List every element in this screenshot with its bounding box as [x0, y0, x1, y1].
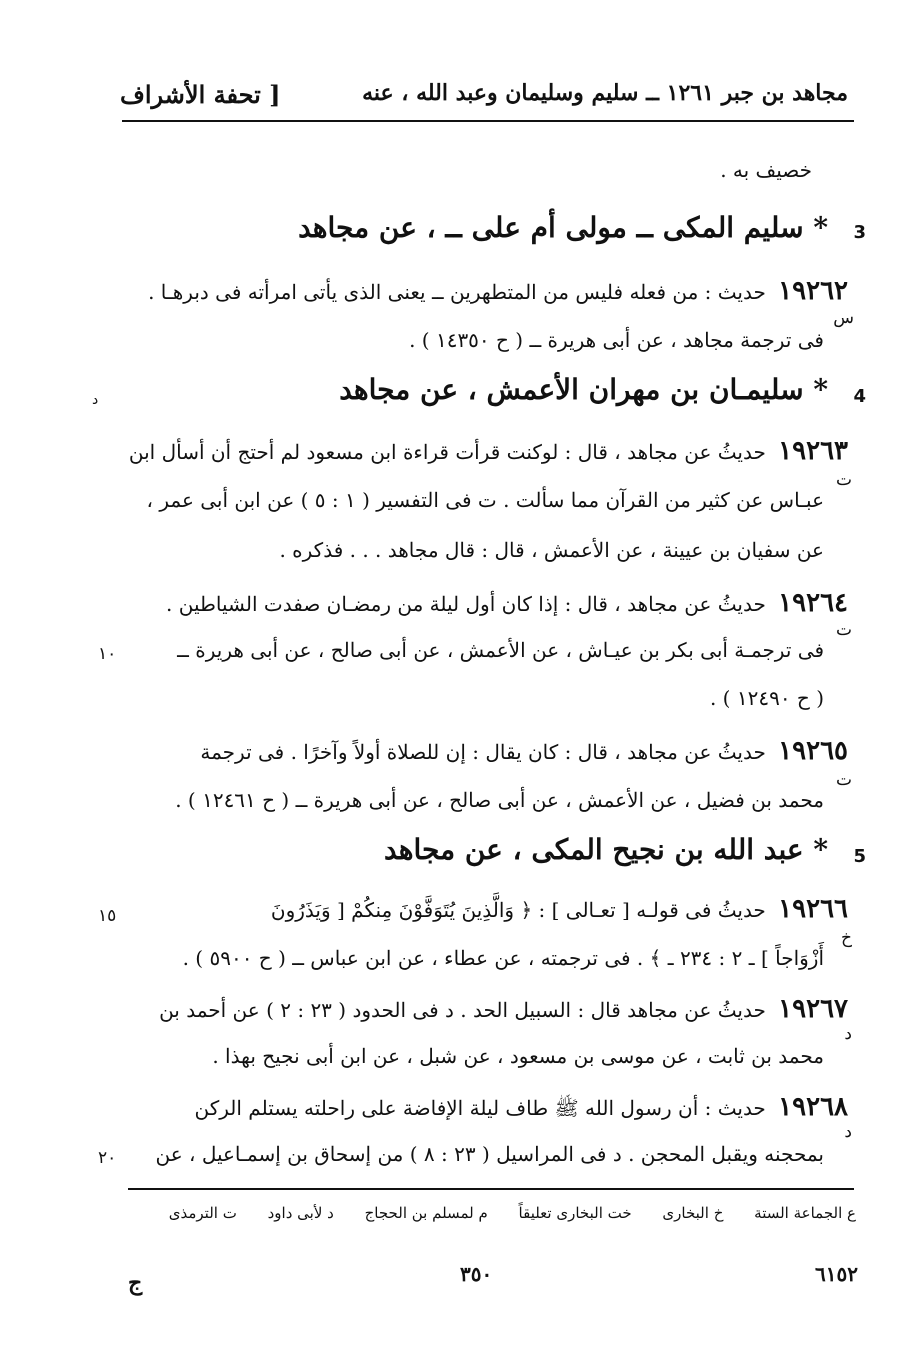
hadith-number: ١٩٢٦٨ [778, 1092, 848, 1122]
section-number: 3 [853, 222, 866, 243]
section-heading: * عبد الله بن نجيح المكى ، عن مجاهد [384, 833, 828, 866]
hadith-text: حديث : أن رسول الله ﷺ طاف ليلة الإفاضة على راحلته يستلم الركن [194, 1096, 766, 1120]
legend-item: خ البخارى [662, 1204, 724, 1222]
source-sigla: د [844, 1024, 852, 1044]
source-sigla: ت [835, 470, 852, 490]
text-line: عن سفيان بن عيينة ، عن الأعمش ، قال : قال مجاهد . . . فذكره . [279, 538, 824, 562]
legend-item: د لأبى داود [267, 1204, 334, 1222]
edition-number: ٦١٥٢ [815, 1262, 858, 1286]
signature-mark: ج [128, 1270, 143, 1296]
source-sigla: ت [835, 620, 852, 640]
text-line: عبـاس عن كثير من القرآن مما سألت . ت فى التفسير ( ١ : ٥ ) عن ابن أبى عمر ، [146, 488, 824, 512]
text-line: ( ح ١٢٤٩٠ ) . [709, 686, 824, 710]
text-line: محمد بن فضيل ، عن الأعمش ، عن أبى صالح ، عن أبى هريرة ــ ( ح ١٢٤٦١ ) . [175, 788, 824, 812]
text-line: فى ترجمـة أبى بكر بن عيـاش ، عن الأعمش ، عن أبى صالح ، عن أبى هريرة ــ [177, 638, 824, 662]
margin-mark: د [92, 392, 99, 408]
book-title: [ تحفة الأشراف [120, 80, 281, 109]
text-line: فى ترجمة مجاهد ، عن أبى هريرة ــ ( ح ١٤٣٥٠ ) . [409, 328, 824, 352]
header-rule [122, 120, 854, 122]
sigla-legend [143, 1204, 856, 1222]
hadith-number: ١٩٢٦٥ [778, 736, 848, 766]
hadith-line [159, 996, 848, 1022]
page-number: ٣٥٠ [460, 1262, 493, 1286]
hadith-text: حديثُ عن مجاهد ، قال : لوكنت قرأت قراءة ابن مسعود لم أحتج أن أسأل ابن [128, 440, 766, 464]
section-heading: * سليمـان بن مهران الأعمش ، عن مجاهد [339, 373, 828, 406]
source-sigla: ت [835, 770, 852, 790]
text-line: بمحجنه ويقبل المحجن . د فى المراسيل ( ٢٣ : ٨ ) من إسحاق بن إسمـاعيل ، عن [155, 1142, 824, 1166]
text-line: أَزْوَاجاً ] ـ ٢ : ٢٣٤ ـ ﴾ . فى ترجمته ، عن عطاء ، عن ابن عباس ــ ( ح ٥٩٠٠ ) . [182, 946, 824, 970]
hadith-text: حديثُ عن مجاهد قال : السبيل الحد . د فى الحدود ( ٢٣ : ٢ ) عن أحمد بن [159, 998, 766, 1022]
section-number: 4 [853, 386, 866, 407]
hadith-text: حديثُ عن مجاهد ، قال : كان يقال : إن للصلاة أولاً وآخرًا . فى ترجمة [200, 740, 766, 764]
legend-item: ت الترمذى [168, 1204, 237, 1222]
hadith-number: ١٩٢٦٤ [778, 588, 848, 618]
section-number: 5 [853, 846, 866, 867]
legend-item: ع الجماعة الستة [754, 1204, 856, 1222]
line-number: ١٠ [98, 644, 117, 664]
legend-item: خت البخارى تعليقاً [518, 1204, 632, 1222]
line-number: ٢٠ [98, 1148, 117, 1168]
section-heading: * سليم المكى ــ مولى أم على ــ ، عن مجاهد [298, 211, 828, 244]
hadith-text: حديث : من فعله فليس من المتطهرين ــ يعنى الذى يأتى امرأته فى دبرهـا . [148, 280, 766, 304]
hadith-number: ١٩٢٦٣ [778, 436, 848, 466]
hadith-line [200, 738, 848, 764]
running-title: مجاهد بن جبر ۱۲٦۱ ــ سليم وسليمان وعبد الله ، عنه [362, 80, 848, 106]
footer-rule [128, 1188, 854, 1190]
legend-item: م لمسلم بن الحجاج [364, 1204, 488, 1222]
hadith-number: ١٩٢٦٢ [778, 276, 848, 306]
source-sigla: خ [841, 928, 852, 948]
hadith-line [195, 1094, 849, 1120]
hadith-line [271, 896, 848, 922]
source-sigla: س [833, 308, 854, 328]
text-line: خصيف به . [720, 158, 812, 182]
text-line: محمد بن ثابت ، عن موسى بن مسعود ، عن شبل ، عن ابن أبى نجيح بهذا . [212, 1044, 824, 1068]
hadith-line [129, 438, 848, 464]
hadith-text: حديثُ فى قولـه [ تعـالى ] : ﴿ وَالَّذِينَ يُتَوَفَّوْنَ مِنكُمْ [ وَيَذَرُونَ [270, 898, 766, 922]
hadith-line [148, 278, 848, 304]
hadith-line [166, 590, 848, 616]
source-sigla: د [844, 1122, 852, 1142]
hadith-text: حديثُ عن مجاهد ، قال : إذا كان أول ليلة من رمضـان صفدت الشياطين . [166, 592, 766, 616]
hadith-number: ١٩٢٦٧ [778, 994, 848, 1024]
hadith-number: ١٩٢٦٦ [778, 894, 848, 924]
line-number: ١٥ [98, 906, 117, 926]
